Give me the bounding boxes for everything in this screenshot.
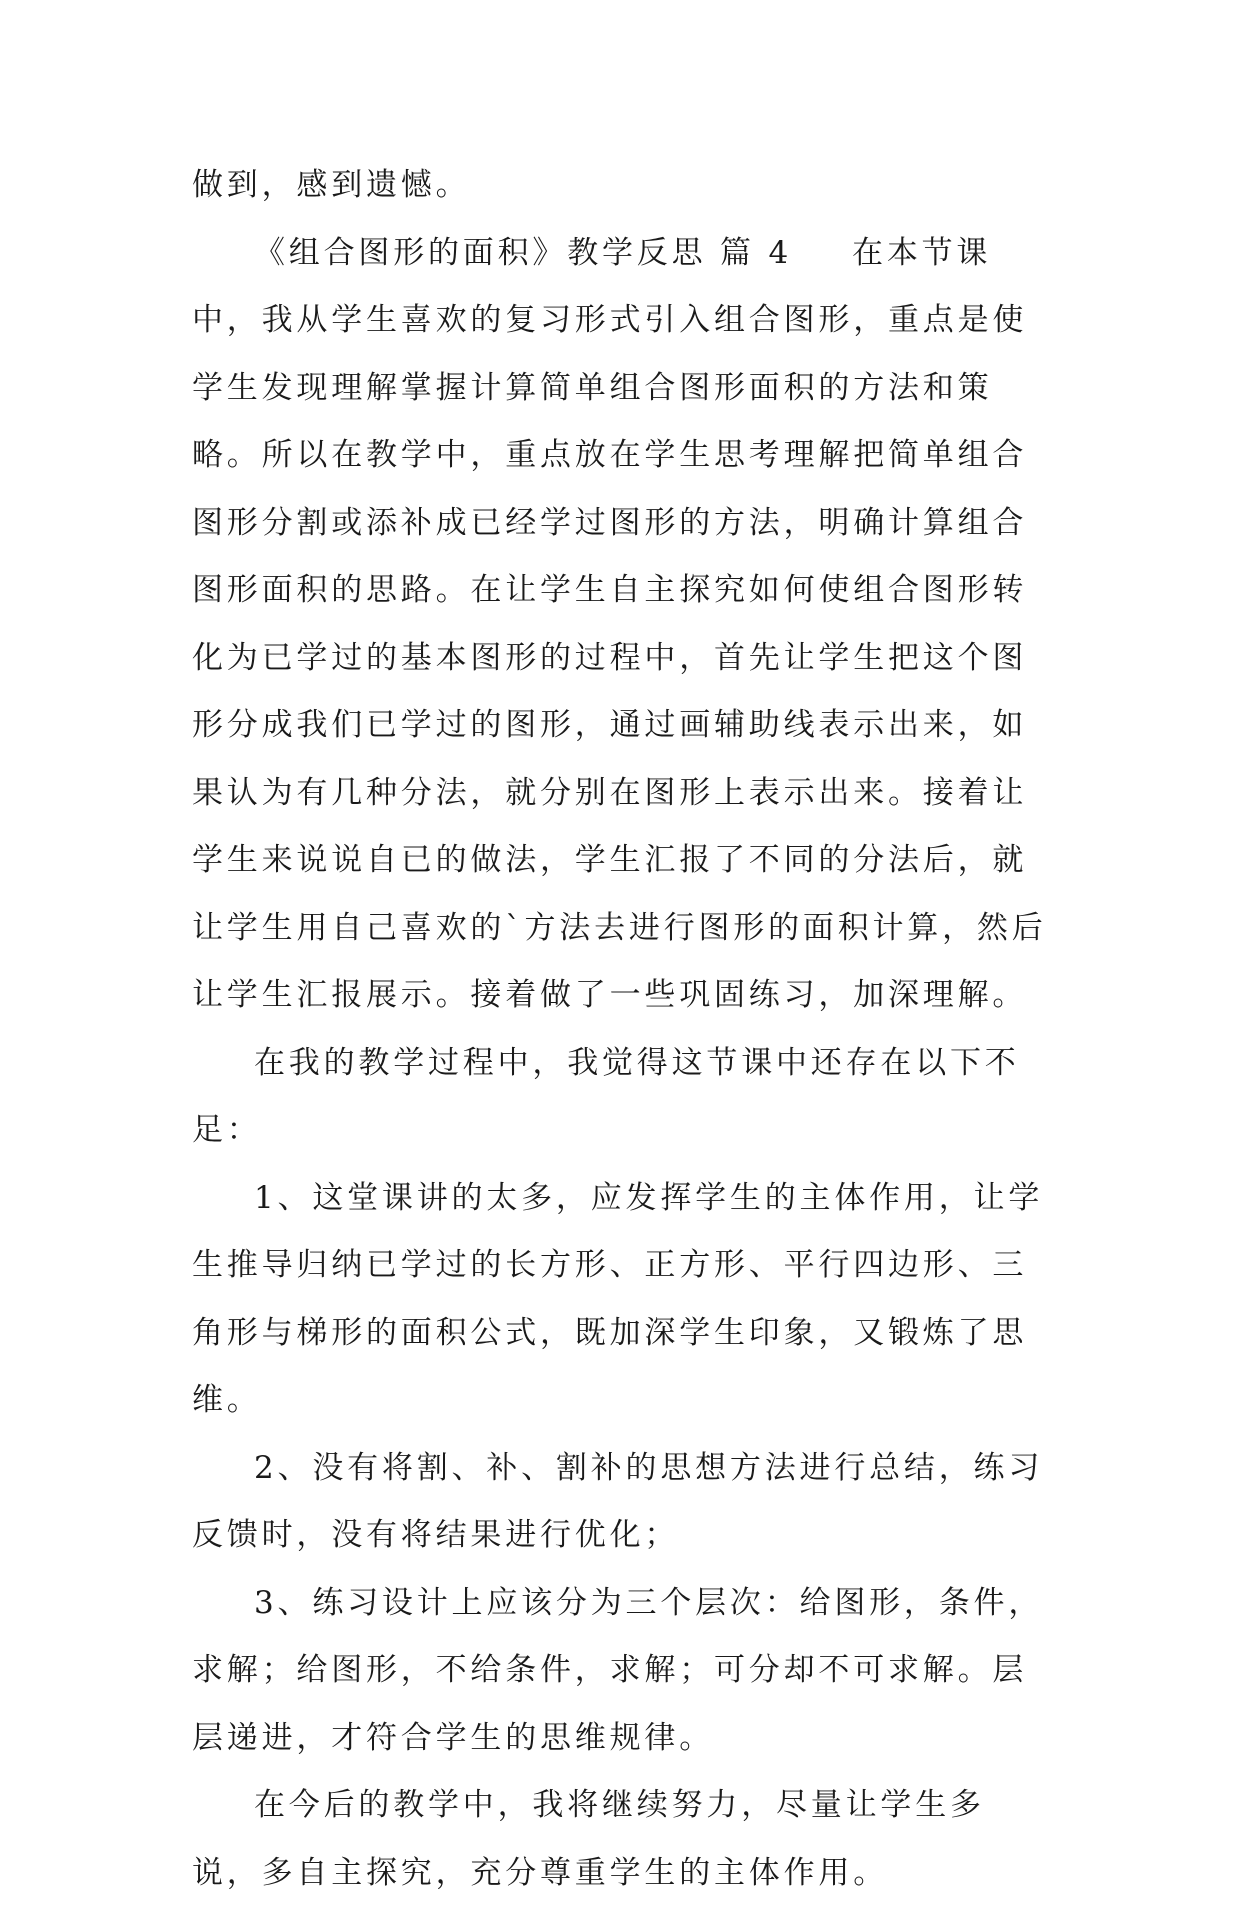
shortcomings-intro-paragraph: 在我的教学过程中，我觉得这节课中还存在以下不足： [192,1044,1020,1148]
shortcoming-item-1: 1、这堂课讲的太多，应发挥学生的主体作用，让学生推导归纳已学过的长方形、正方形、平行四边形、三角形与梯形的面积公式，既加深学生印象，又锻炼了思维。 [192,1179,1044,1418]
section-heading: 《组合图形的面积》教学反思 篇 4 [254,234,793,271]
document-body [192,152,1050,1907]
section-intro: 在本节课中，我从学生喜欢的复习形式引入组合图形，重点是使学生发现理解掌握计算简单组合图形面积的方法和策略。所以在教学中，重点放在学生思考理解把简单组合图形分割或添补成已经学过图形的方法，明确计算组合图形面积的思路。在让学生自主探究如何使组合图形转化为已学过的基本图形的过程中，首先让学生把这个图形分成我们已学过的图形，通过画辅助线表示出来，如果认为有几种分法，就分别在图形上表示出来。接着让学生来说说自已的做法，学生汇报了不同的分法后，就让学生用自己喜欢的`方法去进行图形的面积计算，然后让学生汇报展示。接着做了一些巩固练习，加深理解。 [192,234,1047,1013]
continuation-paragraph: 做到，感到遗憾。 [192,167,471,203]
shortcoming-item-3: 3、练习设计上应该分为三个层次：给图形，条件，求解；给图形，不给条件，求解；可分却不可求解。层层递进，才符合学生的思维规律。 [192,1584,1044,1756]
shortcoming-item-2: 2、没有将割、补、割补的思想方法进行总结，练习反馈时，没有将结果进行优化； [192,1449,1044,1553]
closing-paragraph: 在今后的教学中，我将继续努力，尽量让学生多说，多自主探究，充分尊重学生的主体作用。 [192,1787,985,1891]
section-paragraph [192,220,1050,1030]
